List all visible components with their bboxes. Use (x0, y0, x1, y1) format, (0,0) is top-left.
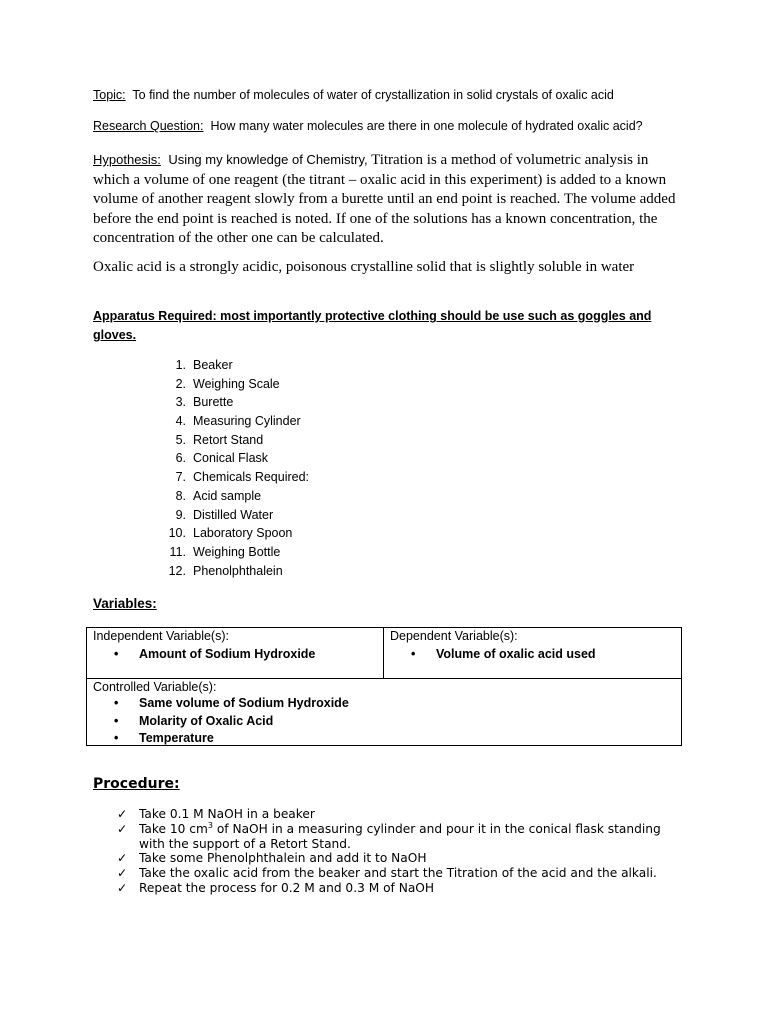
bullet: • (114, 731, 119, 745)
list-item (114, 730, 349, 748)
research-question-text: How many water molecules are there in one molecule of hydrated oxalic acid? (210, 119, 643, 133)
checkmark-icon: ✓ (117, 866, 128, 881)
checkmark-icon: ✓ (117, 821, 128, 836)
hypothesis-text: Titration is a method of volumetric analysis in which a volume of one reagent (the titrant – oxalic acid in this experiment) is added to a known volume of another reagent slowly from a burette until an end point is reached. The volume added before the end point is reached is noted. If one of the solutions has a known concentration, the concentration of the other one can be calculated. (93, 152, 676, 247)
procedure-heading: Procedure: (93, 776, 180, 792)
checkmark-icon: ✓ (117, 851, 128, 866)
list-item (411, 646, 596, 664)
procedure-list (117, 807, 677, 896)
hypothesis-lead: Using my knowledge of Chemistry, (168, 152, 368, 167)
dependent-variable-label: Dependent Variable(s): (390, 629, 518, 643)
list-item-label: Laboratory Spoon (193, 526, 293, 541)
list-item-label: Acid sample (193, 488, 262, 503)
list-item (160, 506, 309, 525)
research-question-line (93, 119, 643, 133)
list-item (160, 468, 309, 487)
list-item (160, 393, 309, 412)
list-item-number: 12. (168, 563, 186, 578)
controlled-variable-label: Controlled Variable(s): (93, 680, 217, 694)
oxalic-acid-note: Oxalic acid is a strongly acidic, poisonous crystalline solid that is slightly soluble in water (93, 259, 635, 275)
list-item (160, 375, 309, 394)
procedure-step (117, 881, 677, 896)
list-item-label: Amount of Sodium Hydroxide (139, 647, 316, 661)
controlled-variable-cell (87, 678, 681, 745)
list-item-label: Molarity of Oxalic Acid (139, 713, 274, 728)
bullet: • (411, 647, 416, 661)
list-item-number: 10. (168, 526, 186, 541)
topic-text: To find the number of molecules of water of crystallization in solid crystals of oxalic acid (132, 88, 614, 102)
list-item (160, 487, 309, 506)
list-item-number: 2. (175, 376, 186, 391)
dependent-variable-cell (384, 628, 681, 678)
list-item-label: Weighing Bottle (193, 544, 281, 559)
dependent-variable-list (411, 646, 596, 664)
list-item (160, 412, 309, 431)
independent-variable-list (114, 646, 315, 664)
list-item-label: Temperature (139, 731, 214, 745)
apparatus-heading: Apparatus Required: most importantly protective clothing should be use such as goggles and gloves. (93, 309, 652, 342)
checkmark-icon: ✓ (117, 880, 128, 895)
procedure-step-text: Take some Phenolphthalein and add it to NaOH (139, 851, 427, 866)
independent-variable-cell (87, 628, 384, 678)
list-item (160, 431, 309, 450)
variables-heading: Variables: (93, 596, 157, 611)
list-item-number: 9. (175, 507, 186, 522)
list-item-label: Volume of oxalic acid used (436, 647, 596, 661)
apparatus-list (160, 356, 309, 580)
procedure-step (117, 807, 677, 822)
procedure-step-text: Take the oxalic acid from the beaker and start the Titration of the acid and the alkali. (139, 866, 657, 881)
list-item-label: Phenolphthalein (193, 563, 283, 578)
procedure-step-text: of NaOH in a measuring cylinder and pour it in the conical flask standing with the support of a Retort Stand. (139, 821, 661, 851)
list-item (114, 713, 349, 731)
list-item-label: Chemicals Required: (193, 470, 310, 485)
list-item-number: 8. (175, 488, 186, 503)
research-question-label: Research Question: (93, 119, 204, 133)
hypothesis-paragraph (93, 150, 683, 249)
list-item-label: Conical Flask (193, 451, 269, 466)
list-item (114, 646, 315, 664)
list-item-label: Distilled Water (193, 507, 274, 522)
superscript: 3 (207, 820, 213, 830)
list-item-number: 4. (175, 414, 186, 429)
procedure-step-text: Take 0.1 M NaOH in a beaker (139, 807, 315, 821)
topic-label: Topic: (93, 88, 126, 102)
list-item-label: Same volume of Sodium Hydroxide (139, 696, 349, 710)
list-item-label: Burette (193, 395, 234, 410)
list-item-label: Measuring Cylinder (193, 414, 301, 429)
list-item (160, 356, 309, 375)
list-item (160, 562, 309, 581)
list-item-number: 6. (175, 451, 186, 466)
bullet: • (114, 713, 119, 728)
list-item (160, 449, 309, 468)
list-item-number: 1. (175, 358, 186, 372)
procedure-step-text: Repeat the process for 0.2 M and 0.3 M of NaOH (139, 880, 435, 895)
list-item-number: 5. (175, 432, 186, 447)
list-item (160, 543, 309, 562)
list-item-label: Beaker (193, 358, 233, 372)
list-item-number: 3. (175, 395, 186, 410)
independent-variable-label: Independent Variable(s): (93, 629, 229, 643)
list-item-label: Retort Stand (193, 432, 264, 447)
procedure-step (117, 851, 677, 866)
controlled-variable-list (114, 695, 349, 748)
topic-line (93, 88, 614, 102)
variables-table (86, 627, 682, 746)
list-item (160, 524, 309, 543)
list-item-number: 11. (169, 544, 186, 559)
list-item-number: 7. (175, 470, 186, 485)
procedure-step-text: Take 10 cm (139, 821, 208, 836)
bullet: • (114, 647, 119, 661)
checkmark-icon: ✓ (117, 807, 128, 821)
hypothesis-label: Hypothesis: (93, 152, 161, 167)
list-item-label: Weighing Scale (193, 376, 280, 391)
bullet: • (114, 696, 119, 710)
procedure-step (117, 866, 677, 881)
procedure-step (117, 822, 677, 852)
list-item (114, 695, 349, 713)
